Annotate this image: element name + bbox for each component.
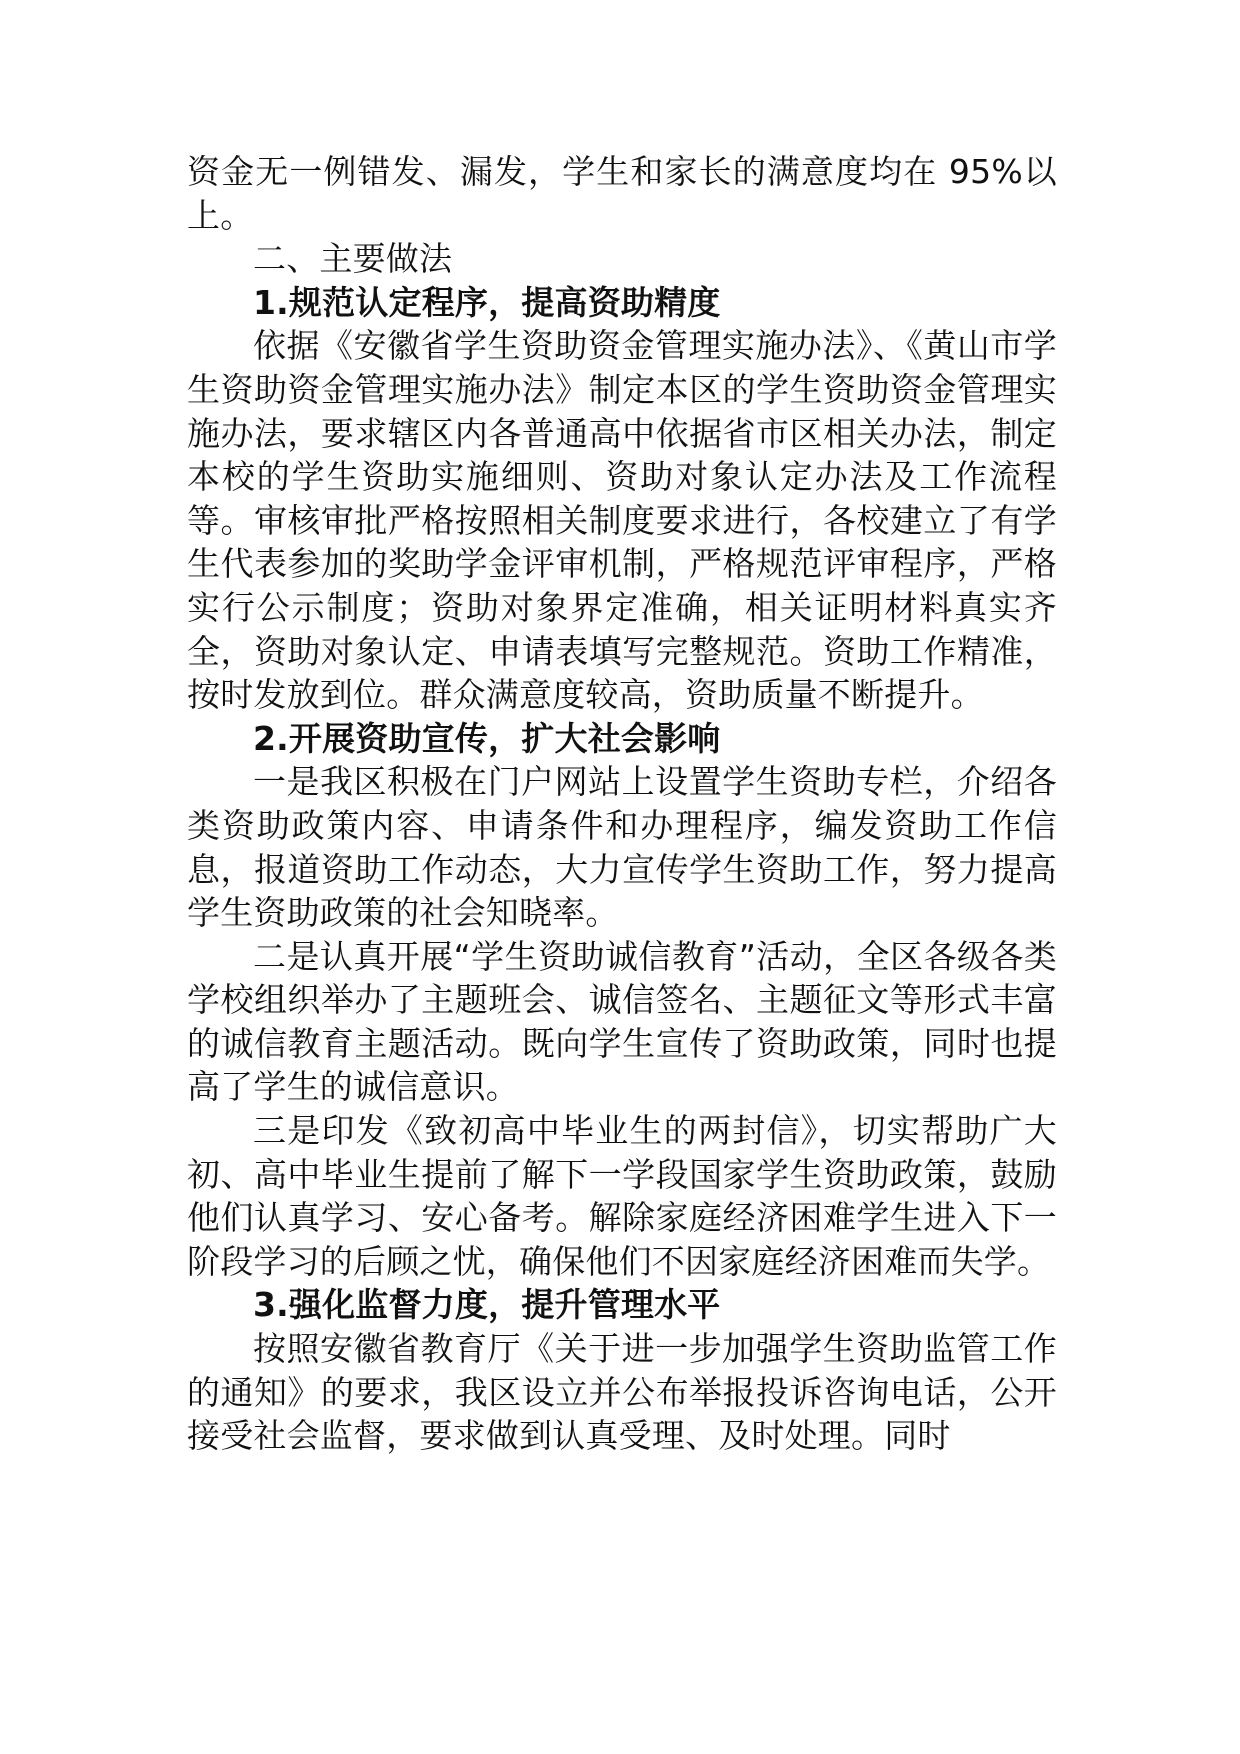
item-1-paragraph-1: 依据《安徽省学生资助资金管理实施办法》、《黄山市学生资助资金管理实施办法》制定本区的学生资助资金管理实施办法，要求辖区内各普通高中依据省市区相关办法，制定本校的学生资助实施细则、资助对象认定办法及工作流程等。审核审批严格按照相关制度要求进行，各校建立了有学生代表参加的奖助学金评审机制，严格规范评审程序，严格实行公示制度；资助对象界定准确，相关证明材料真实齐全，资助对象认定、申请表填写完整规范。资助工作精准，按时发放到位。群众满意度较高，资助质量不断提升。 <box>187 326 1057 715</box>
document-body <box>187 150 1057 1458</box>
item-2-paragraph-2: 二是认真开展“学生资助诚信教育”活动，全区各级各类学校组织举办了主题班会、诚信签名、主题征文等形式丰富的诚信教育主题活动。既向学生宣传了资助政策，同时也提高了学生的诚信意识。 <box>187 936 1057 1107</box>
item-3-heading: 3.强化监督力度，提升管理水平 <box>253 1285 721 1325</box>
item-2-paragraph-3: 三是印发《致初高中毕业生的两封信》，切实帮助广大初、高中毕业生提前了解下一学段国家学生资助政策，鼓励他们认真学习、安心备考。解除家庭经济困难学生进入下一阶段学习的后顾之忧，确保他们不因家庭经济困难而失学。 <box>187 1111 1057 1281</box>
item-2-paragraph-1: 一是我区积极在门户网站上设置学生资助专栏，介绍各类资助政策内容、申请条件和办理程序，编发资助工作信息，报道资助工作动态，大力宣传学生资助工作，努力提高学生资助政策的社会知晓率。 <box>187 762 1057 933</box>
continuation-paragraph: 资金无一例错发、漏发，学生和家长的满意度均在 95%以上。 <box>187 152 1057 235</box>
item-3-paragraph-1: 按照安徽省教育厅《关于进一步加强学生资助监管工作的通知》的要求，我区设立并公布举报投诉咨询电话，公开接受社会监督，要求做到认真受理、及时处理。同时 <box>187 1329 1057 1456</box>
item-1-heading: 1.规范认定程序，提高资助精度 <box>253 282 721 322</box>
item-2-heading: 2.开展资助宣传，扩大社会影响 <box>253 718 721 758</box>
section-heading: 二、主要做法 <box>253 239 453 279</box>
